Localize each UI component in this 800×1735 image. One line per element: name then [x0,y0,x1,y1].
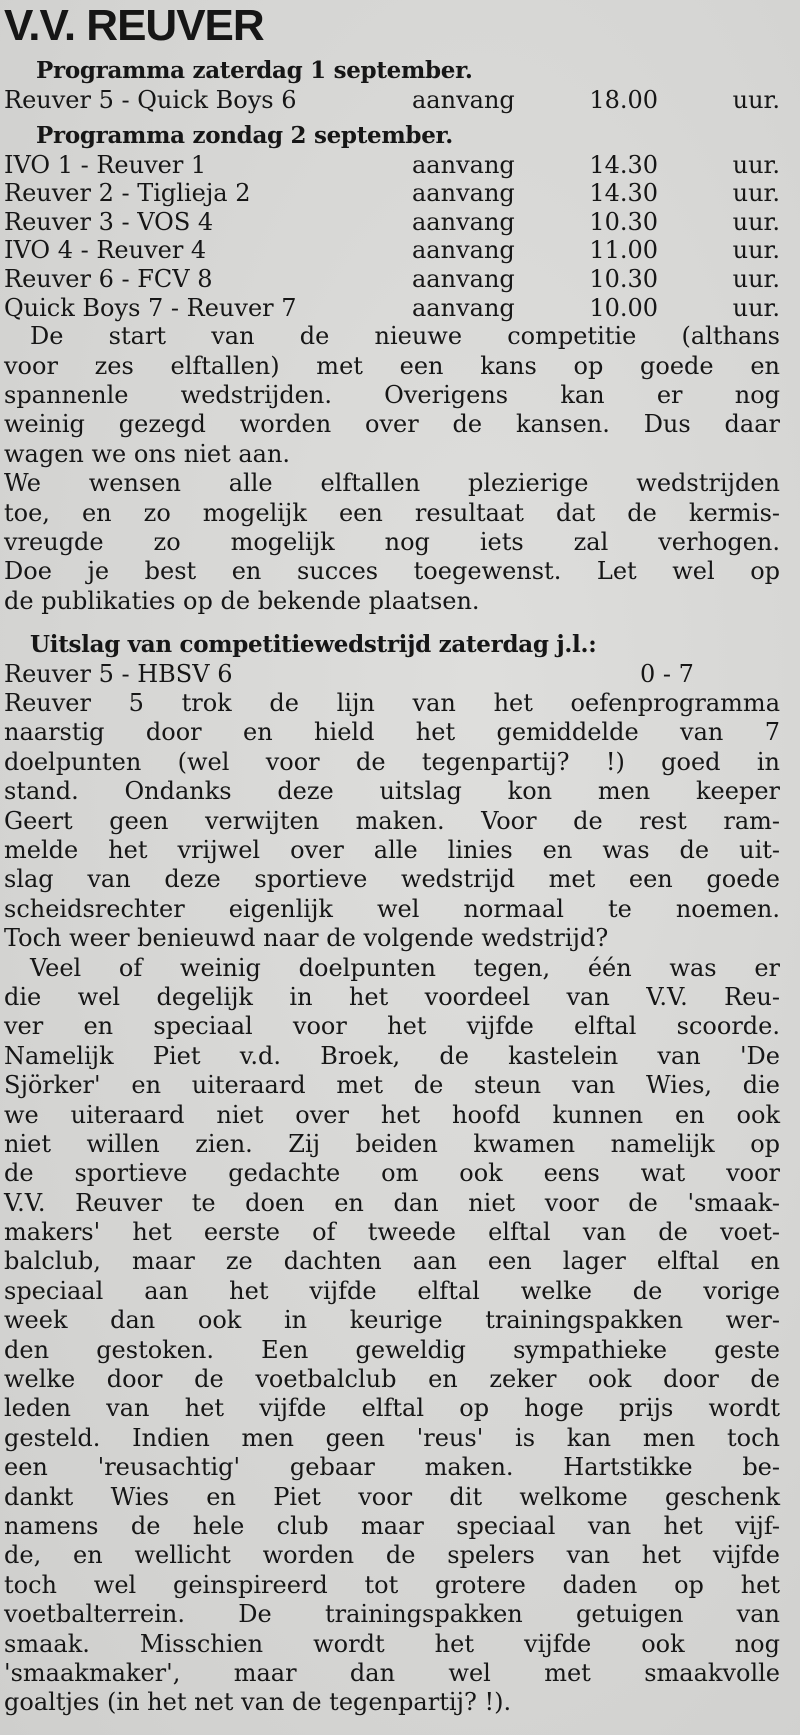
text-line: gesteld. Indien men geen 'reus' is kan men toch [4,1423,780,1452]
match-time: aanvang 10.30 uur. [412,207,780,236]
text-line: stand. Ondanks deze uitslag kon men keeper [4,777,780,806]
result-row [4,660,780,689]
result-match: Reuver 5 - HBSV 6 [4,660,233,689]
text-line: vreugde zo mogelijk nog iets zal verhogen. [4,527,780,556]
text-line: naarstig door en hield het gemiddelde van 7 [4,718,780,747]
text-line: die wel degelijk in het voordeel van V.V. Reu- [4,982,780,1011]
sunday-schedule [4,151,780,323]
text-line: spannenle wedstrijden. Overigens kan er nog [4,380,780,409]
paragraph-tracksuits [4,954,780,1718]
paragraph-intro [4,322,780,469]
match-time: aanvang 11.00 uur. [412,236,780,265]
match-row [4,86,780,115]
text-line: den gestoken. Een geweldig sympathieke geste [4,1335,780,1364]
text-line: scheidsrechter eigenlijk wel normaal te noemen. [4,894,780,923]
text-line: een 'reusachtig' gebaar maken. Hartstikke be- [4,1453,780,1482]
text-line: weinig gezegd worden over de kansen. Dus daar [4,410,780,439]
match-time: aanvang 14.30 uur. [412,150,780,179]
text-line: de, en wellicht worden de spelers van het vijfde [4,1541,780,1570]
text-line: De start van de nieuwe competitie (althans [30,322,780,351]
text-line: balclub, maar ze dachten aan een lager elftal en [4,1247,780,1276]
match-teams: Reuver 2 - Tiglieja 2 [4,179,251,208]
sunday-heading: Programma zondag 2 september. [36,121,453,149]
text-line: Reuver 5 trok de lijn van het oefenprogramma [4,689,780,718]
match-teams: Reuver 6 - FCV 8 [4,264,213,293]
text-line: speciaal aan het vijfde elftal welke de vorige [4,1276,780,1305]
text-line: we uiteraard niet over het hoofd kunnen en ook [4,1100,780,1129]
text-line: toe, en zo mogelijk een resultaat dat de kermis- [4,498,780,527]
match-row [4,294,780,323]
text-line: voetbalterrein. De trainingspakken getuigen van [4,1600,780,1629]
result-score: 0 - 7 [640,660,694,689]
text-line: wagen we ons niet aan. [4,439,291,468]
text-line: niet willen zien. Zij beiden kwamen namelijk op [4,1129,780,1158]
text-line: dankt Wies en Piet voor dit welkome geschenk [4,1482,780,1511]
article-title: V.V. REUVER [4,1,264,50]
match-time: aanvang 10.30 uur. [412,264,780,293]
article-body [4,56,780,1718]
text-line: voor zes elftallen) met een kans op goede en [4,351,780,380]
match-time: aanvang 18.00 uur. [412,86,780,114]
text-line: de sportieve gedachte om ook eens wat voor [4,1159,780,1188]
text-line: smaak. Misschien wordt het vijfde ook nog [4,1629,780,1658]
match-teams: IVO 1 - Reuver 1 [4,150,207,179]
text-line: 'smaakmaker', maar dan wel met smaakvolle [4,1658,780,1687]
paragraph-match-report [4,689,780,954]
match-row [4,265,780,294]
text-line: We wensen alle elftallen plezierige wedstrijden [4,469,780,498]
text-line: welke door de voetbalclub en zeker ook door de [4,1365,780,1394]
text-line: week dan ook in keurige trainingspakken wer- [4,1306,780,1335]
paragraph-wishes [4,469,780,616]
match-teams: Reuver 3 - VOS 4 [4,207,214,236]
match-row [4,236,780,265]
text-line: goaltjes (in het net van de tegenpartij? !). [4,1688,512,1717]
text-line: leden van het vijfde elftal op hoge prijs wordt [4,1394,780,1423]
text-line: Veel of weinig doelpunten tegen, één was er [30,953,780,982]
match-row [4,179,780,208]
text-line: Sjörker' en uiteraard met de steun van Wies, die [4,1071,780,1100]
text-line: Namelijk Piet v.d. Broek, de kastelein van 'De [4,1041,780,1070]
text-line: doelpunten (wel voor de tegenpartij? !) goed in [4,747,780,776]
saturday-heading: Programma zaterdag 1 september. [36,57,473,84]
text-line: Geert geen verwijten maken. Voor de rest ram- [4,806,780,835]
text-line: V.V. Reuver te doen en dan niet voor de 'smaak- [4,1188,780,1217]
match-row [4,208,780,237]
text-line: Doe je best en succes toegewenst. Let wel op [4,557,780,586]
match-row [4,151,780,180]
text-line: slag van deze sportieve wedstrijd met een goede [4,865,780,894]
text-line: namens de hele club maar speciaal van het vijf- [4,1512,780,1540]
match-teams: IVO 4 - Reuver 4 [4,236,207,265]
match-teams: Quick Boys 7 - Reuver 7 [4,293,297,322]
text-line: de publikaties op de bekende plaatsen. [4,586,480,615]
result-heading: Uitslag van competitiewedstrijd zaterdag j.l.: [30,631,597,659]
saturday-schedule [4,86,780,115]
match-time: aanvang 14.30 uur. [412,179,780,208]
text-line: Toch weer benieuwd naar de volgende wedstrijd? [4,924,609,953]
text-line: ver en speciaal voor het vijfde elftal scoorde. [4,1012,780,1041]
text-line: toch wel geinspireerd tot grotere daden op het [4,1570,780,1599]
match-teams: Reuver 5 - Quick Boys 6 [4,86,297,114]
match-time: aanvang 10.00 uur. [412,293,780,322]
text-line: melde het vrijwel over alle linies en was de uit- [4,836,780,865]
text-line: makers' het eerste of tweede elftal van de voet- [4,1218,780,1247]
